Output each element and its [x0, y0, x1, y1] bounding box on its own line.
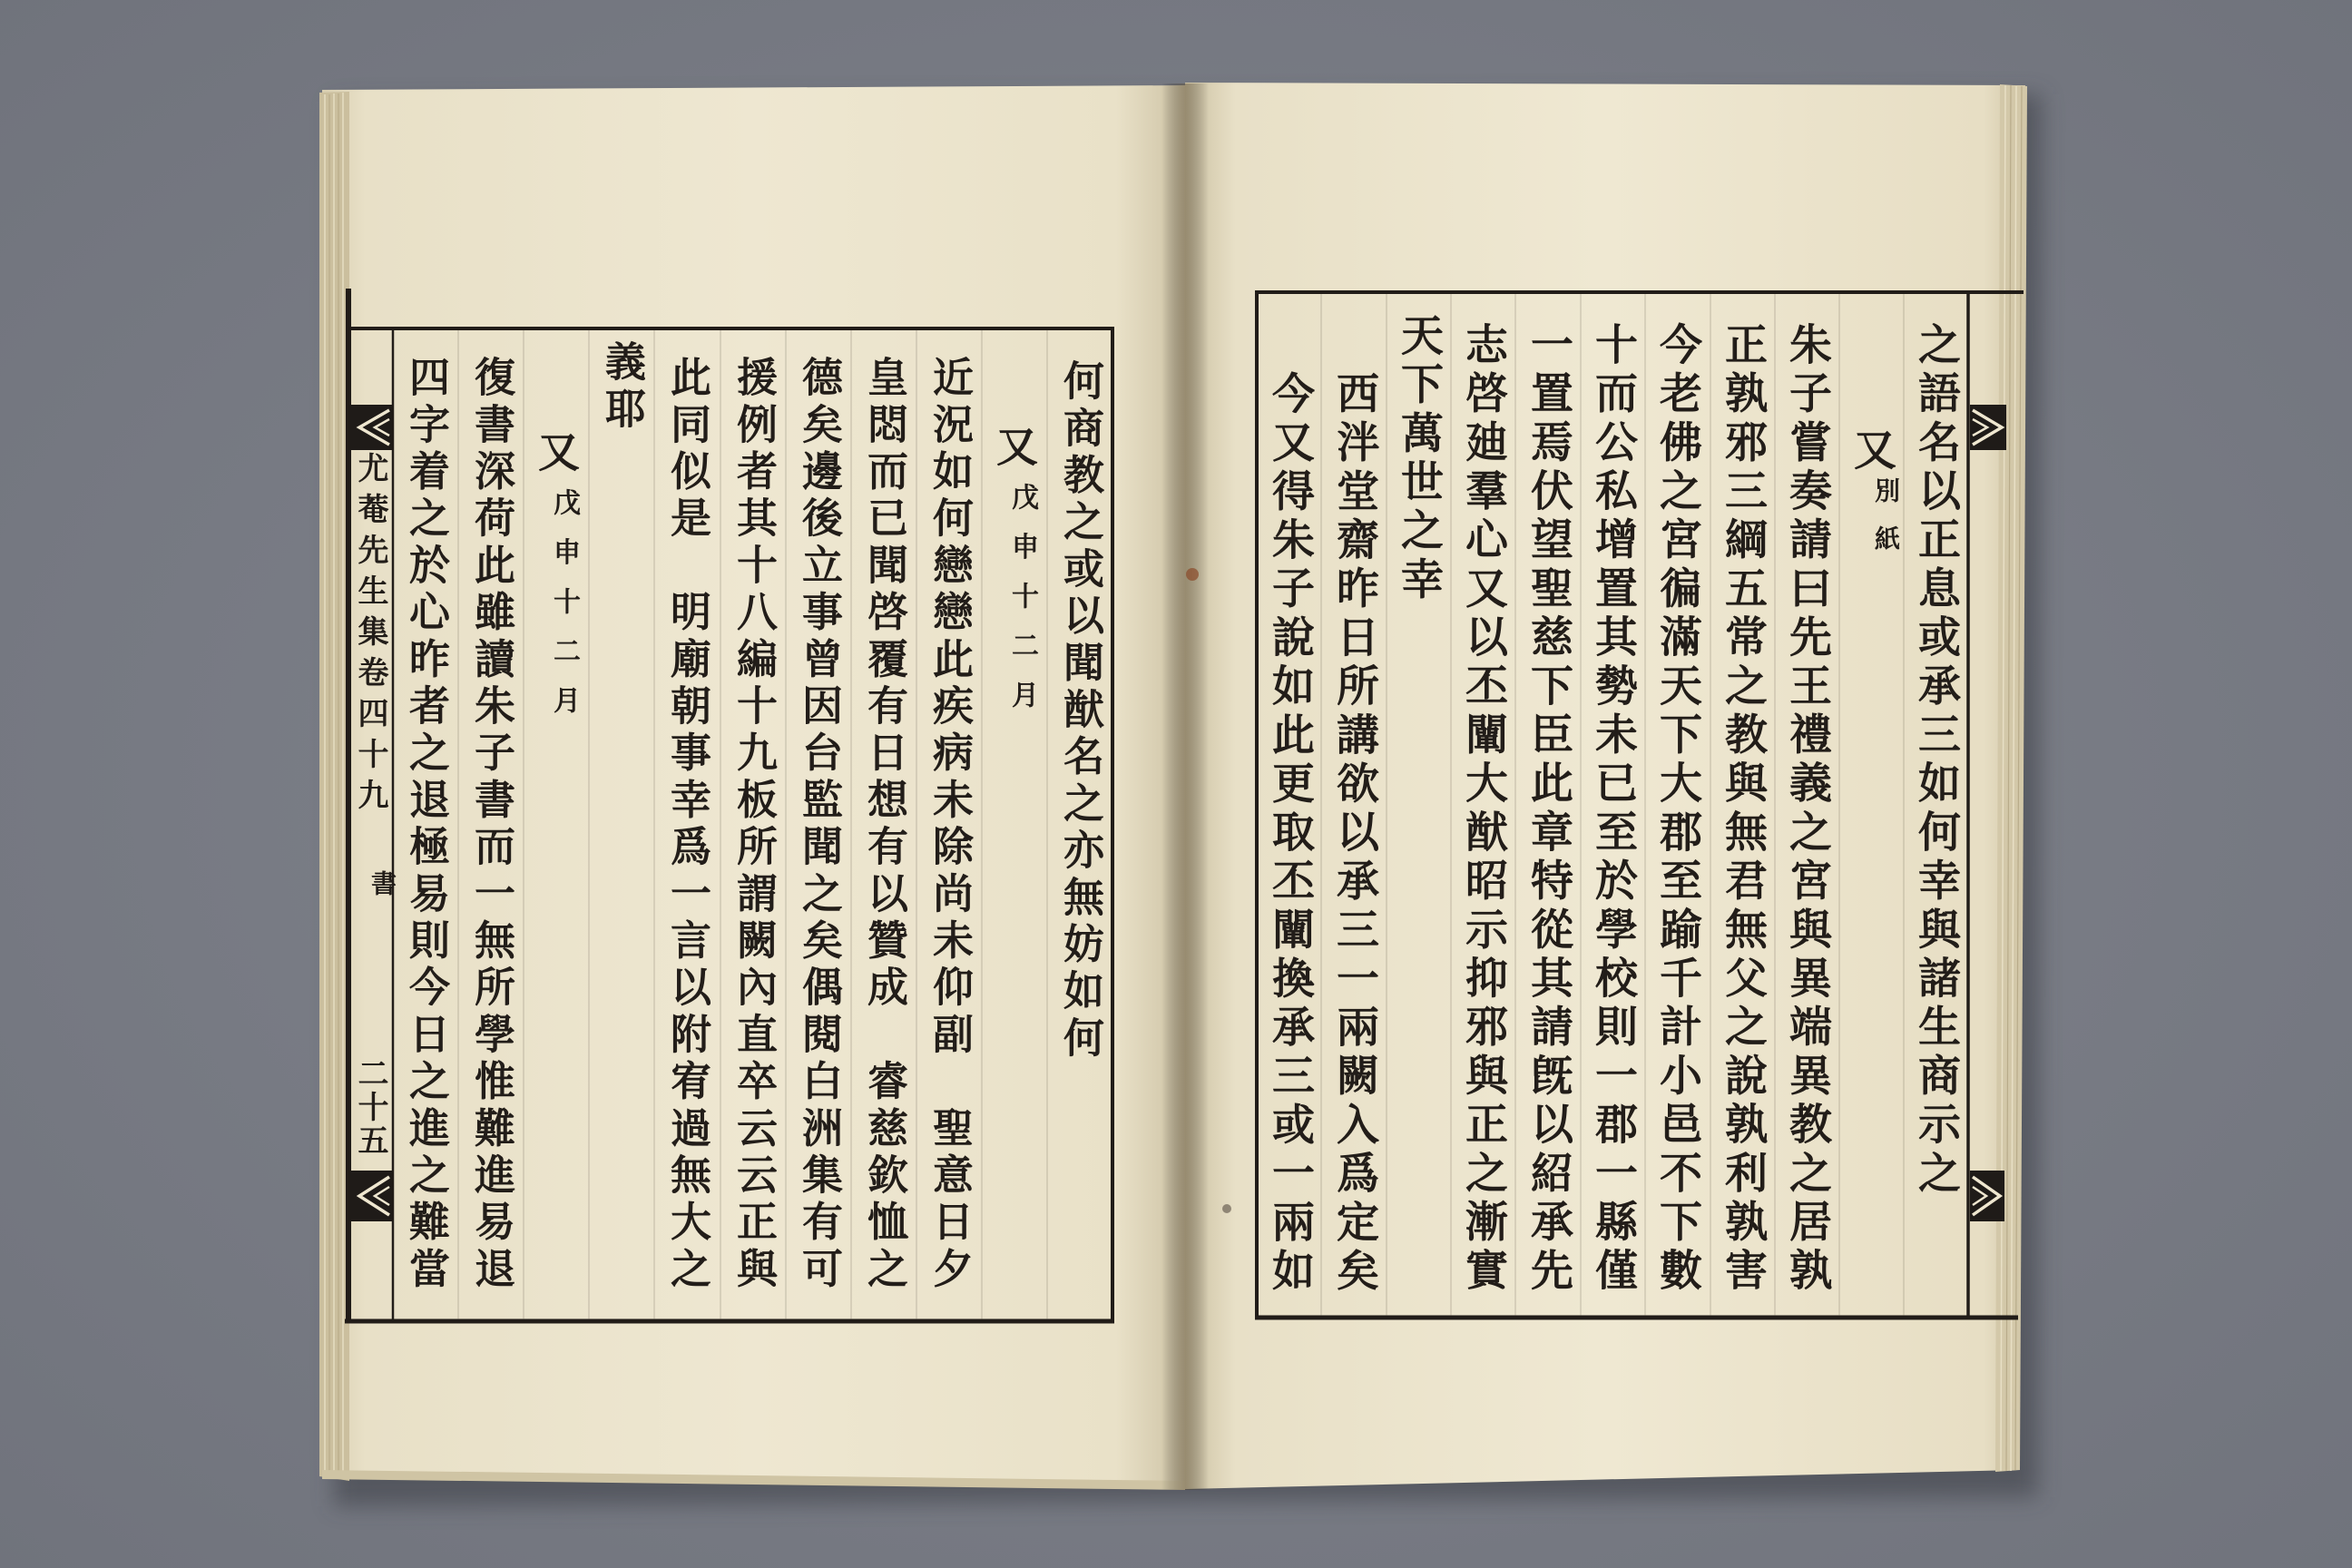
lower-fish-tail-icon	[350, 1171, 392, 1221]
lower-fish-tail-icon	[1970, 1171, 2004, 1221]
upper-fish-tail-icon	[1970, 405, 2006, 450]
page-number: 二十五	[352, 1057, 388, 1158]
right-page-column-7: 一置焉伏望聖慈下臣此章特從其請旣以紹承先	[1524, 322, 1573, 1297]
heading-date-note: 戊申十二月	[548, 488, 580, 736]
spine-fold	[1161, 83, 1209, 1490]
right-page-column-4: 正孰邪三綱五常之教與無君無父之說孰利孰害	[1718, 322, 1768, 1297]
left-page-column-8: 義耶	[598, 340, 646, 435]
left-page-heading-column	[982, 425, 1047, 1377]
section-label: 書	[368, 870, 397, 896]
right-page-column-1: 之語名以正息或承三如何幸與諸生商示之	[1911, 322, 1961, 1200]
stain	[1222, 1204, 1231, 1213]
left-page-column-1: 何商教之或以聞猷名之亦無妨如何	[1056, 359, 1104, 1063]
right-page-column-11: 今又得朱子說如此更取丕闡換承三或一兩如	[1265, 371, 1315, 1298]
stain	[1186, 568, 1199, 581]
left-page-column-5: 德矣邊後立事曾因台監聞之矣偶閱白洲集有可	[795, 356, 843, 1294]
letter-heading: 又	[1847, 427, 1896, 477]
right-page-column-3: 朱子嘗奏請曰先王禮義之宮與異端異教之居孰	[1782, 322, 1832, 1297]
right-page-column-10: 西泮堂齋昨日所講欲以承三一兩闕入爲定矣	[1329, 371, 1379, 1298]
right-page-column-5: 今老佛之宮徧滿天下大郡至踰千計小邑不下數	[1652, 322, 1702, 1297]
heading-date-note: 戊申十二月	[1006, 483, 1038, 730]
letter-heading: 又	[532, 430, 581, 488]
collection-title: 尤菴先生集卷四十九	[352, 452, 388, 819]
left-page-column-10: 復書深荷此雖讀朱子書而一無所學惟難進易退	[467, 356, 515, 1294]
right-page-column-6: 十而公私增置其勢未已至於學校則一郡一縣僅	[1588, 322, 1638, 1297]
upper-fish-tail-icon	[350, 405, 392, 450]
left-page-column-4: 皇悶而已聞啓覆有日想有以贊成 睿慈欽恤之	[860, 356, 908, 1294]
left-page-column-7: 此同似是 明廟朝事幸爲一言以附宥過無大之	[663, 356, 711, 1294]
left-page-heading-column	[524, 430, 589, 1383]
left-page-column-6: 援例者其十八編十九板所謂闕內直卒云云正與	[730, 356, 778, 1294]
letter-heading: 又	[990, 425, 1039, 483]
left-page-column-3: 近況如何戀戀此疾病未除尚未仰副 聖意日夕	[926, 356, 974, 1294]
right-page-column-9: 天下萬世之幸	[1394, 313, 1444, 606]
right-page-column-8: 志啓廸羣心又以丕闡大猷昭示抑邪與正之漸實	[1458, 322, 1508, 1297]
heading-note: 別紙	[1871, 477, 1901, 573]
right-page-heading-column	[1839, 427, 1904, 1412]
left-page-column-11: 四字着之於心昨者之退極易則今日之進之難當	[402, 356, 450, 1294]
